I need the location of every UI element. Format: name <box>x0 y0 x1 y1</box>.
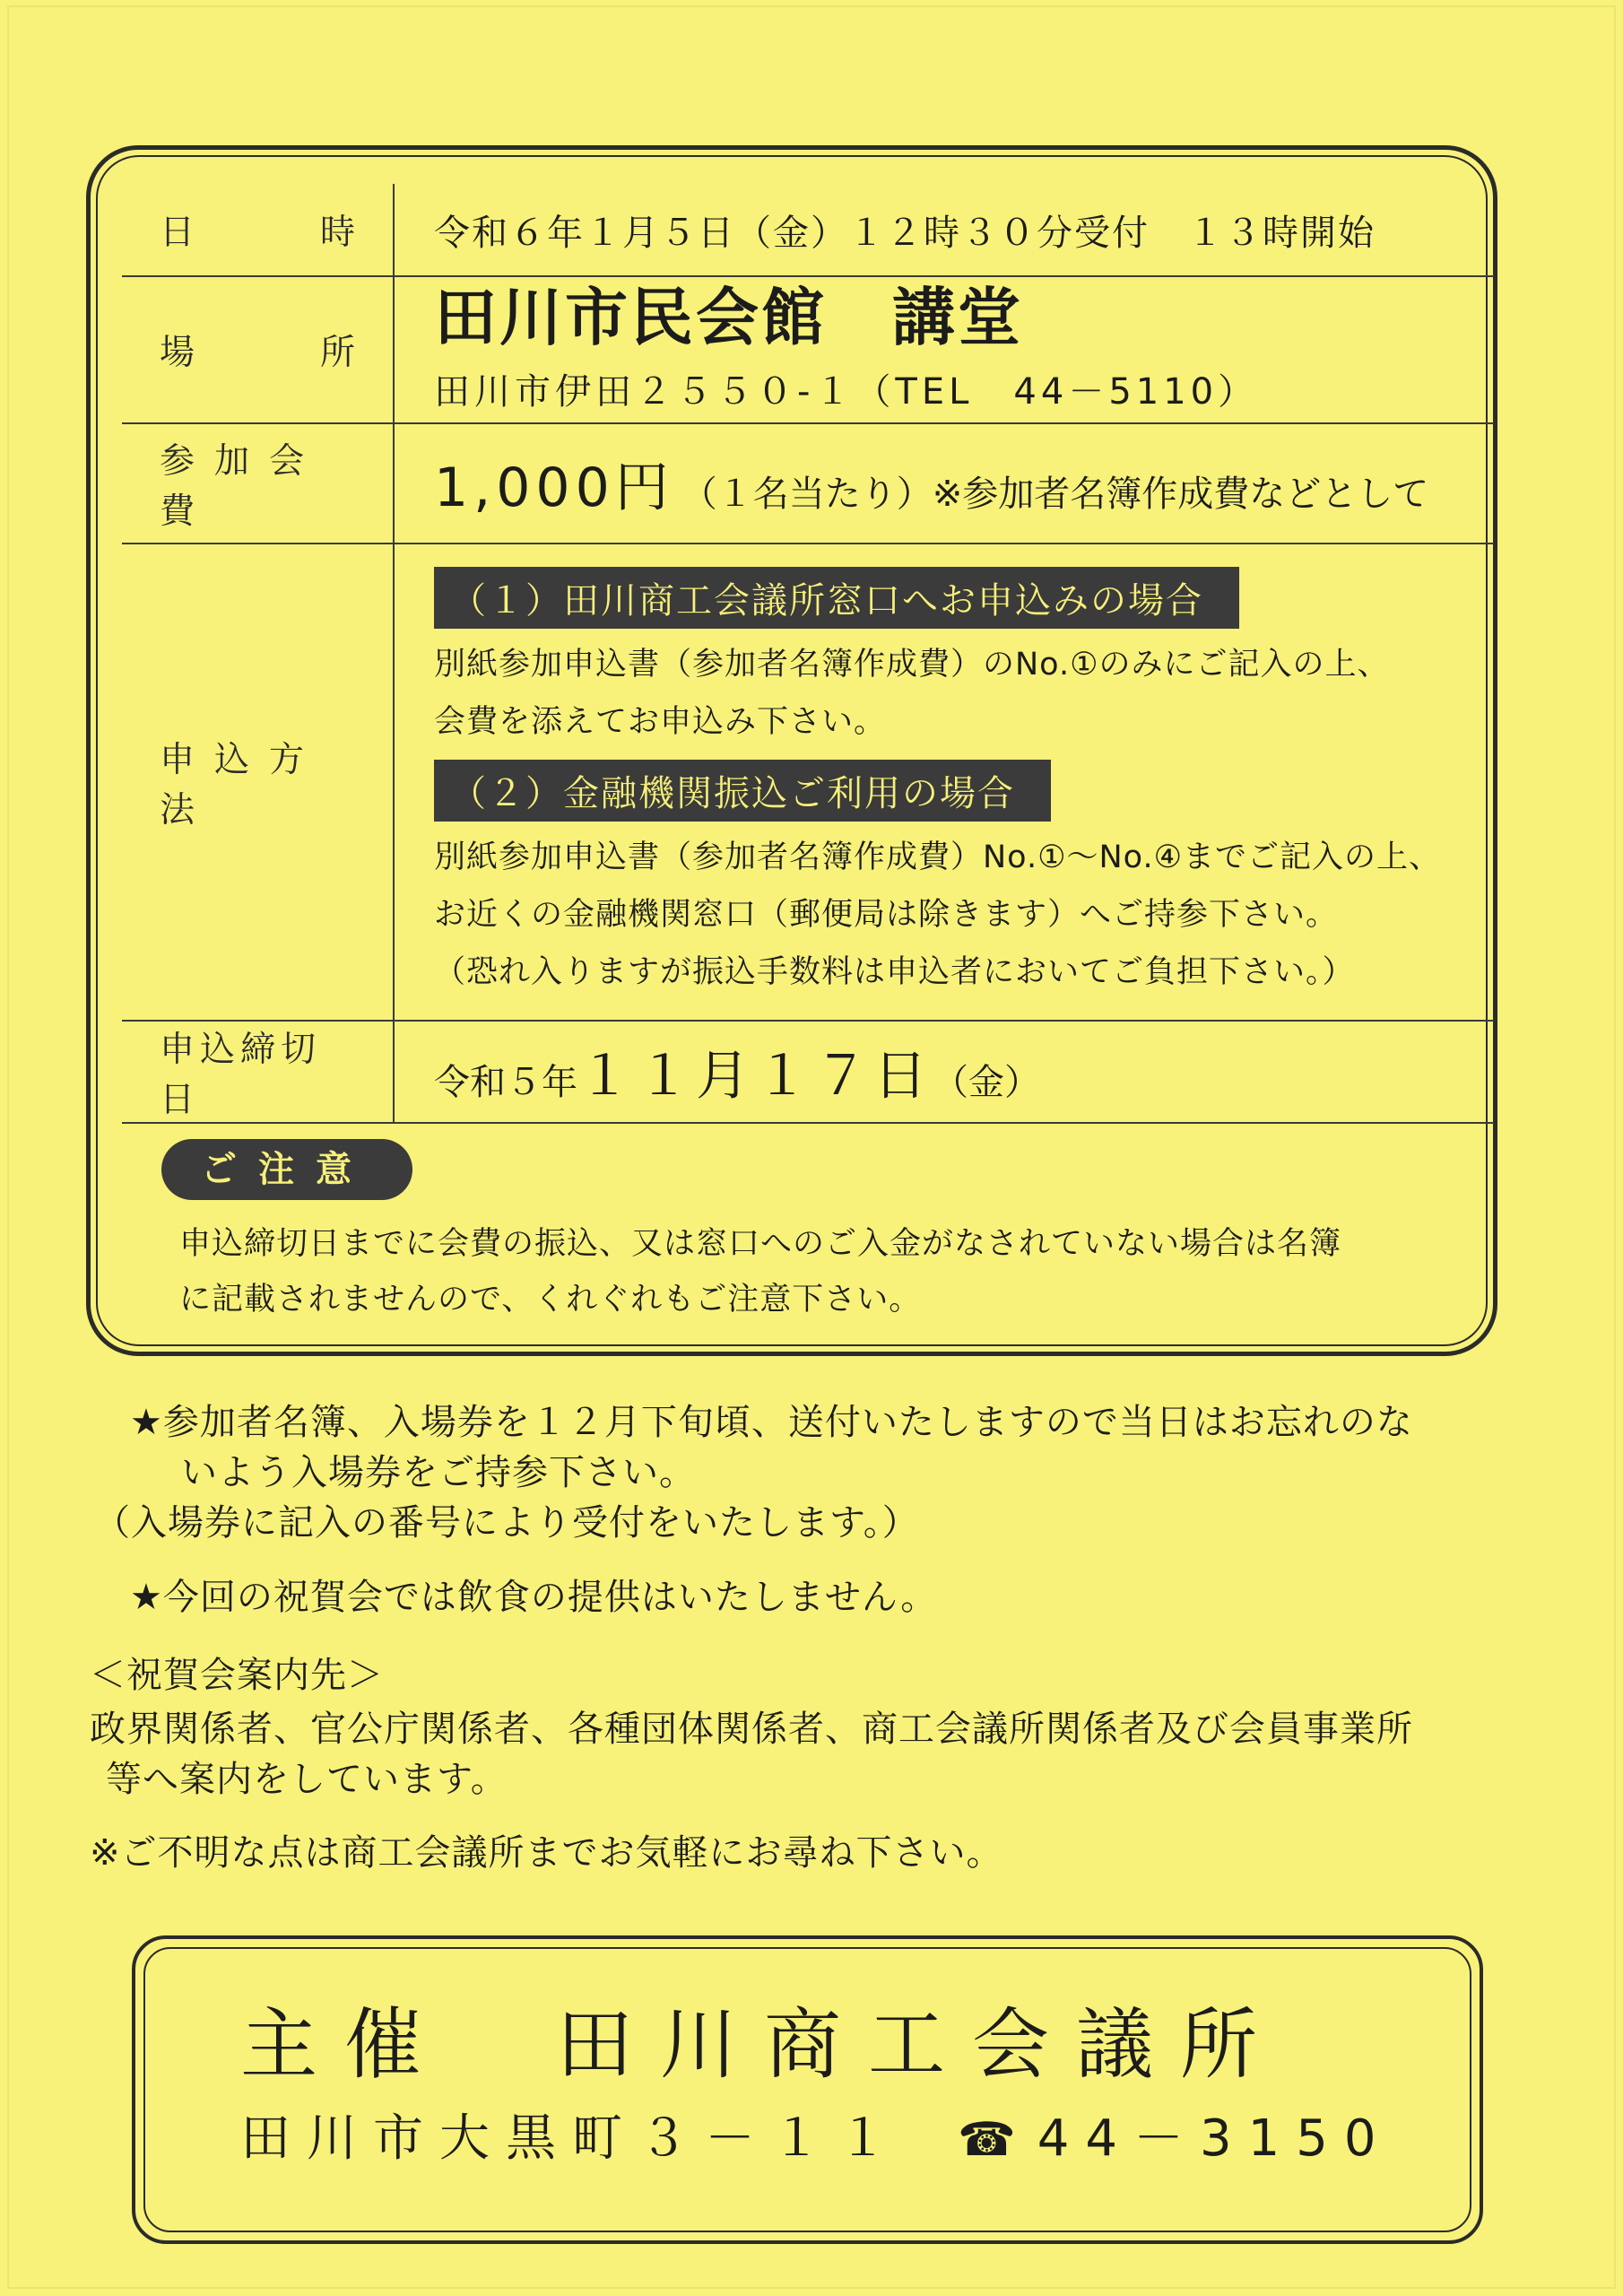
event-info-table <box>122 184 1494 1124</box>
deadline-prefix: 令和５年 <box>434 1062 577 1103</box>
option2-line3: （恐れ入りますが振込手数料は申込者においてご負担下さい。） <box>434 954 1355 990</box>
organizer-name: 田川商工会議所 <box>556 2000 1284 2090</box>
table-row-place <box>122 276 1494 423</box>
date-value: 令和６年１月５日（金）１２時３０分受付 １３時開始 <box>434 212 1376 254</box>
organizer-tel: 44－3150 <box>1037 2109 1393 2168</box>
fee-label: 参加会費 <box>160 441 325 532</box>
option2-line2: お近くの金融機関窓口（郵便局は除きます）へご持参下さい。 <box>434 897 1339 933</box>
method-value <box>395 563 1494 1001</box>
option2-line1: 別紙参加申込書（参加者名簿作成費）No.①～No.④までご記入の上、 <box>434 839 1441 875</box>
table-row-date <box>122 184 1494 276</box>
note-star1-line3: （入場券に記入の番号により受付をいたします。） <box>94 1502 919 1544</box>
table-row-method <box>122 544 1494 1021</box>
deadline-date: １１月１７日 <box>577 1045 933 1108</box>
option1-line2: 会費を添えてお申込み下さい。 <box>434 704 887 740</box>
place-label: 場 所 <box>160 333 355 373</box>
option1-title: （１）田川商工会議所窓口へお申込みの場合 <box>434 567 1239 629</box>
venue-name: 田川市民会館 講堂 <box>434 280 1023 354</box>
guests-line1: 政界関係者、官公庁関係者、各種団体関係者、商工会議所関係者及び会員事業所 <box>90 1709 1413 1750</box>
note-star2: ★今回の祝賀会では飲食の提供はいたしません。 <box>130 1577 938 1618</box>
organizer-label: 主催 <box>240 2000 448 2090</box>
guests-line2: 等へ案内をしています。 <box>106 1759 508 1800</box>
organizer-address: 田川市大黒町３－１１ <box>240 2109 904 2168</box>
organizer-contact <box>240 2099 1393 2170</box>
table-row-deadline <box>122 1021 1494 1123</box>
date-label: 日 時 <box>160 213 355 253</box>
notice-badge: ご注意 <box>161 1139 412 1200</box>
inquiry-note: ※ご不明な点は商工会議所までお気軽にお尋ね下さい。 <box>90 1832 1003 1874</box>
fee-amount: 1,000円 <box>434 457 674 519</box>
venue-address: 田川市伊田２５５０-１（TEL 44－5110） <box>434 371 1259 413</box>
organizer-title <box>240 1982 1284 2093</box>
fee-note: （１名当たり）※参加者名簿作成費などとして <box>681 474 1429 515</box>
note-star1-line2: いよう入場券をご持参下さい。 <box>181 1452 696 1493</box>
table-row-fee <box>122 423 1494 544</box>
deadline-label: 申込締切日 <box>160 1030 322 1120</box>
method-label: 申込方法 <box>160 740 325 831</box>
option1-line1: 別紙参加申込書（参加者名簿作成費）のNo.①のみにご記入の上、 <box>434 647 1390 683</box>
notice-line1: 申込締切日までに会費の振込、又は窓口へのご入金がなされていない場合は名簿 <box>179 1226 1342 1262</box>
notice-text <box>179 1216 1453 1327</box>
fee-value <box>395 445 1494 522</box>
option2-title: （２）金融機関振込ご利用の場合 <box>434 760 1051 822</box>
note-star1-line1: ★参加者名簿、入場券を１２月下旬頃、送付いたしますので当日はお忘れのな <box>130 1402 1413 1443</box>
deadline-value <box>395 1033 1494 1110</box>
guests-heading: ＜祝賀会案内先＞ <box>90 1655 384 1696</box>
notice-line2: に記載されませんので、くれぐれもご注意下さい。 <box>179 1282 922 1318</box>
deadline-suffix: （金） <box>933 1062 1040 1103</box>
telephone-icon: ☎ <box>958 2113 1032 2167</box>
